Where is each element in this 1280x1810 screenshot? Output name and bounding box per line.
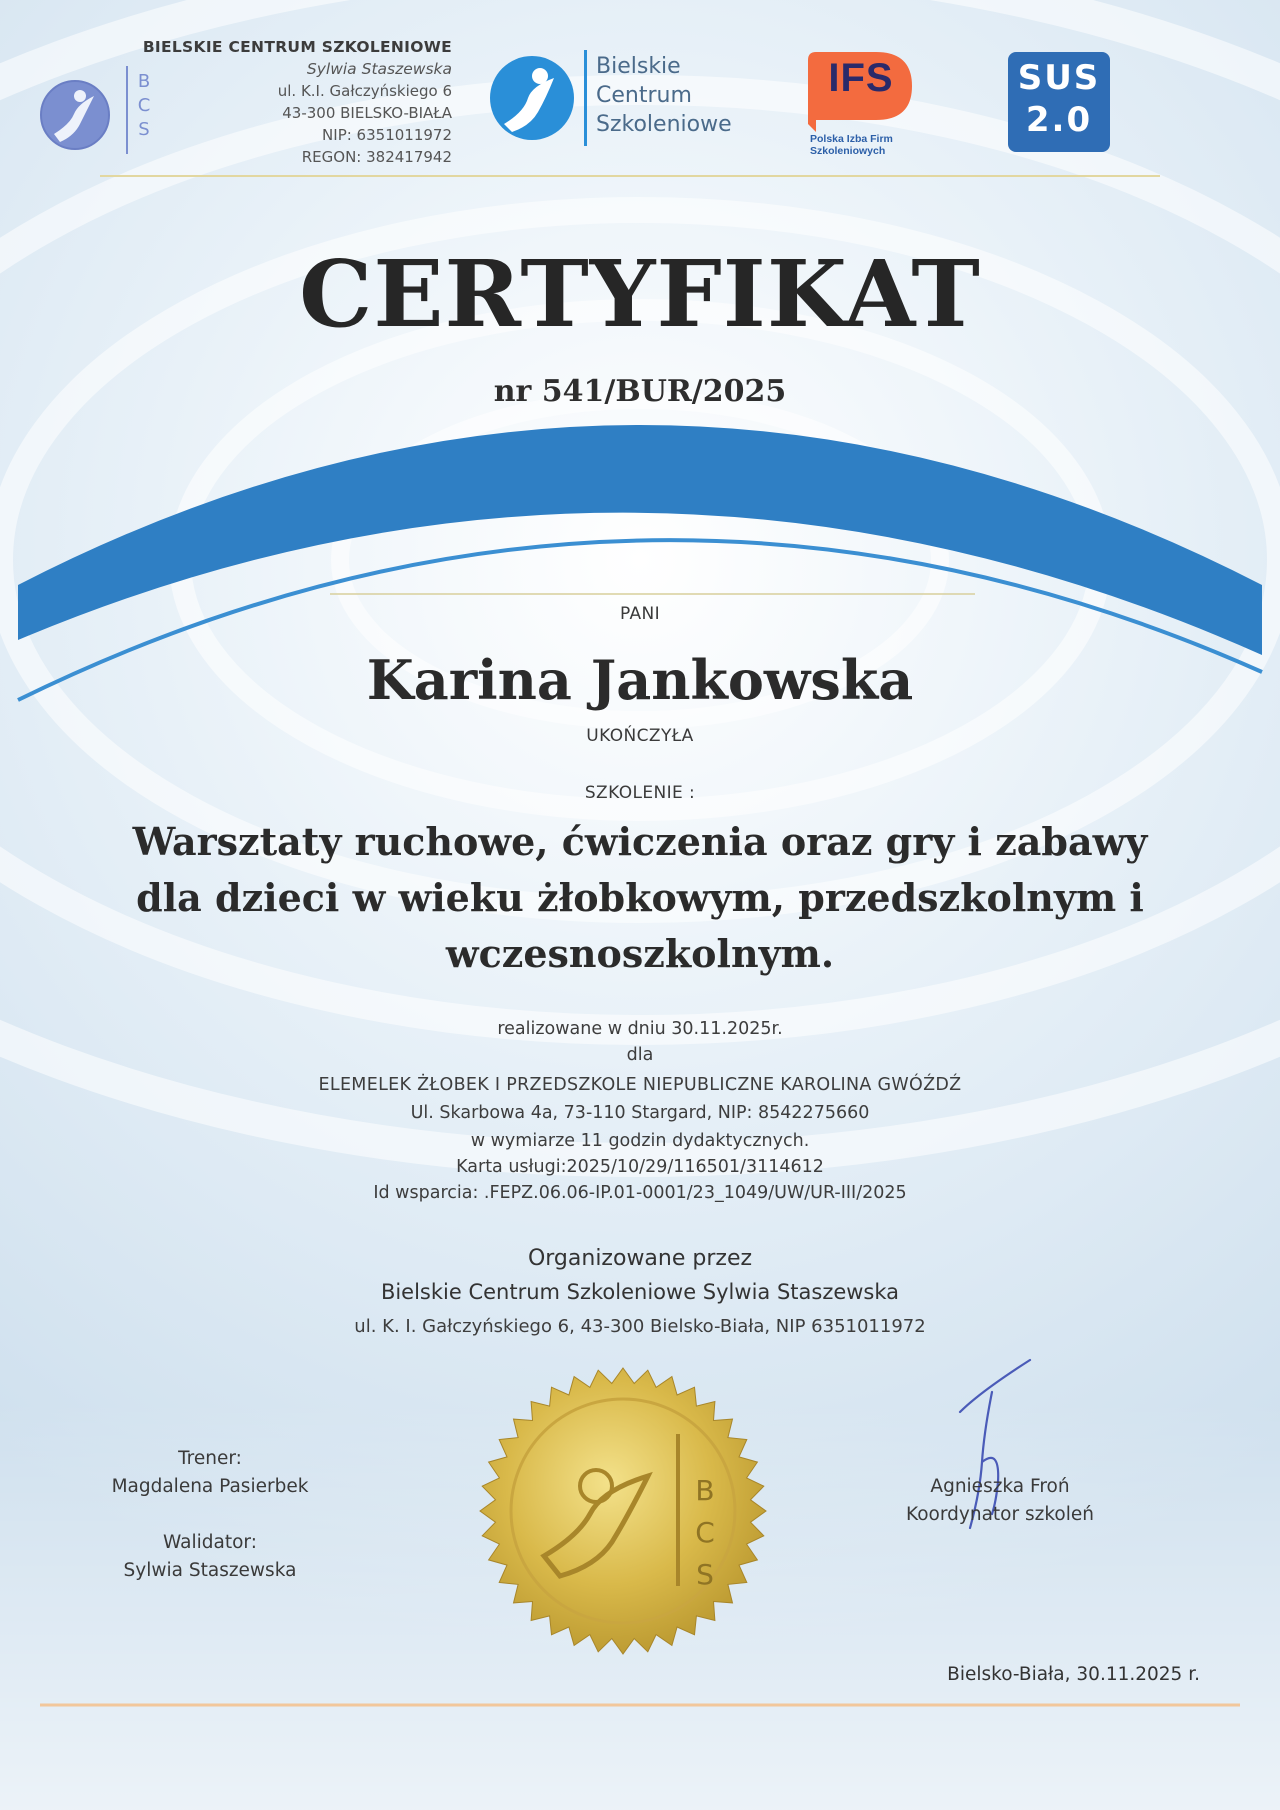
client-name: ELEMELEK ŻŁOBEK I PRZEDSZKOLE NIEPUBLICZNE KAROLINA GWÓŹDŹ xyxy=(318,1075,962,1095)
organizer-name: Bielskie Centrum Szkoleniowe Sylwia Staszewska xyxy=(380,1280,900,1304)
service-card: Karta usługi:2025/10/29/116501/3114612 xyxy=(456,1157,824,1177)
certificate-number: nr 541/BUR/2025 xyxy=(493,374,787,409)
training-title-line-1: Warsztaty ruchowe, ćwiczenia oraz gry i zabawy xyxy=(132,819,1148,864)
ifs-caption-line-1: Polska Izba Firm xyxy=(810,133,893,145)
training-title xyxy=(40,814,1240,982)
seal-letter-b: B xyxy=(695,1474,715,1507)
coordinator-role: Koordynator szkoleń xyxy=(906,1504,1094,1525)
stamp-address: ul. K.I. Gałczyńskiego 6 xyxy=(277,82,452,100)
trainer-name: Magdalena Pasierbek xyxy=(111,1476,309,1497)
bcs-logo-line-2: Centrum xyxy=(596,83,692,108)
training-title-line-3: wczesnoszkolnym. xyxy=(445,931,835,976)
stamp-letter-c: C xyxy=(137,95,151,116)
recipient-name: Karina Jankowska xyxy=(366,648,914,712)
certificate-title: CERTYFIKAT xyxy=(299,240,981,348)
place-date: Bielsko-Biała, 30.11.2025 r. xyxy=(947,1664,1200,1685)
sus-logo-top: SUS xyxy=(1017,58,1101,98)
seal-letter-s: S xyxy=(696,1558,714,1591)
validator-label: Walidator: xyxy=(163,1532,257,1553)
bcs-logo-line-3: Szkoleniowe xyxy=(596,112,732,137)
training-date: realizowane w dniu 30.11.2025r. xyxy=(497,1019,783,1039)
stamp-letter-s: S xyxy=(138,119,150,140)
training-hours: w wymiarze 11 godzin dydaktycznych. xyxy=(470,1131,810,1151)
completed-label: UKOŃCZYŁA xyxy=(586,726,694,746)
seal-letter-c: C xyxy=(695,1516,715,1549)
seal-letters xyxy=(690,1470,720,1596)
sus-logo xyxy=(1008,52,1110,152)
stamp-letter-b: B xyxy=(137,71,151,92)
organizer-heading: Organizowane przez xyxy=(527,1246,753,1271)
bcs-stamp-logo-icon xyxy=(40,74,110,156)
bcs-logo-icon xyxy=(488,54,576,142)
bcs-logo-line-1: Bielskie xyxy=(596,54,681,79)
stamp-divider xyxy=(126,66,128,154)
organizer-address: ul. K. I. Gałczyńskiego 6, 43-300 Bielsko-Biała, NIP 6351011972 xyxy=(354,1316,926,1337)
coordinator-name: Agnieszka Froń xyxy=(930,1476,1070,1497)
training-label: SZKOLENIE : xyxy=(584,783,696,803)
stamp-nip: NIP: 6351011972 xyxy=(322,126,452,144)
stamp-regon: REGON: 382417942 xyxy=(301,148,452,166)
training-title-line-2: dla dzieci w wieku żłobkowym, przedszkolnym i xyxy=(136,875,1144,920)
stamp-title: BIELSKIE CENTRUM SZKOLENIOWE xyxy=(142,38,452,56)
support-id: Id wsparcia: .FEPZ.06.06-IP.01-0001/23_1049/UW/UR-III/2025 xyxy=(373,1183,907,1203)
sus-logo-bottom: 2.0 xyxy=(1025,100,1093,140)
bcs-logo-divider xyxy=(584,50,587,146)
ifs-caption-line-2: Szkoleniowych xyxy=(810,145,886,157)
recipient-salutation: PANI xyxy=(619,604,661,624)
bcs-logo-text xyxy=(596,52,732,139)
stamp-owner: Sylwia Staszewska xyxy=(306,60,452,78)
trainer-label: Trener: xyxy=(178,1448,242,1469)
for-label: dla xyxy=(626,1045,654,1065)
gold-seal-icon xyxy=(478,1366,768,1656)
ifs-logo-caption xyxy=(810,133,893,157)
client-address: Ul. Skarbowa 4a, 73-110 Stargard, NIP: 8542275660 xyxy=(410,1103,870,1123)
ifs-logo-mark: IFS xyxy=(828,56,894,100)
stamp-text-block xyxy=(140,38,452,178)
validator-name: Sylwia Staszewska xyxy=(123,1560,297,1581)
stamp-city: 43-300 BIELSKO-BIAŁA xyxy=(282,104,452,122)
